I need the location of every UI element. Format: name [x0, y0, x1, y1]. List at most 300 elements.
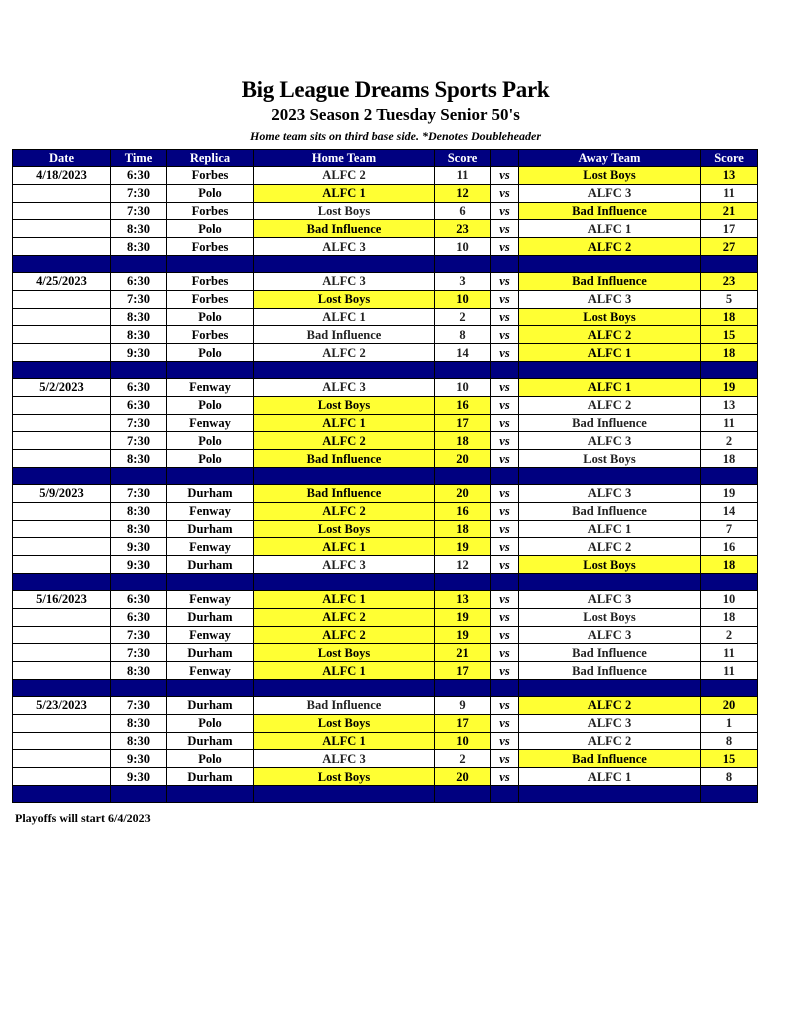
game-time: 8:30 — [111, 450, 167, 468]
game-time: 8:30 — [111, 520, 167, 538]
away-score: 18 — [701, 556, 758, 574]
away-team: ALFC 2 — [519, 238, 701, 256]
home-score: 20 — [435, 450, 491, 468]
away-team: ALFC 3 — [519, 484, 701, 502]
away-score: 27 — [701, 238, 758, 256]
vs-label: vs — [491, 184, 519, 202]
separator-cell — [254, 679, 435, 696]
game-row — [13, 484, 758, 502]
separator-cell — [254, 785, 435, 802]
home-team: Lost Boys — [254, 396, 435, 414]
away-team: Lost Boys — [519, 556, 701, 574]
game-date — [13, 238, 111, 256]
game-replica: Durham — [167, 732, 254, 750]
separator-cell — [435, 255, 491, 272]
game-row — [13, 167, 758, 185]
game-time: 8:30 — [111, 220, 167, 238]
separator-cell — [167, 361, 254, 378]
game-time: 6:30 — [111, 272, 167, 290]
away-score: 2 — [701, 626, 758, 644]
game-time: 8:30 — [111, 714, 167, 732]
home-team: Lost Boys — [254, 202, 435, 220]
header-home-team: Home Team — [254, 150, 435, 167]
home-score: 19 — [435, 626, 491, 644]
page-subtitle: 2023 Season 2 Tuesday Senior 50's — [271, 105, 520, 124]
vs-label: vs — [491, 308, 519, 326]
game-time: 8:30 — [111, 326, 167, 344]
game-row — [13, 396, 758, 414]
away-team: ALFC 3 — [519, 714, 701, 732]
game-time: 9:30 — [111, 538, 167, 556]
header-time: Time — [111, 150, 167, 167]
game-date: 4/18/2023 — [13, 167, 111, 185]
game-date — [13, 220, 111, 238]
game-date — [13, 290, 111, 308]
home-score: 12 — [435, 556, 491, 574]
game-time: 6:30 — [111, 590, 167, 608]
game-time: 8:30 — [111, 732, 167, 750]
away-score: 10 — [701, 590, 758, 608]
away-score: 5 — [701, 290, 758, 308]
separator-cell — [13, 255, 111, 272]
game-time: 6:30 — [111, 378, 167, 396]
week-separator — [13, 573, 758, 590]
game-date — [13, 502, 111, 520]
away-score: 20 — [701, 696, 758, 714]
game-date — [13, 608, 111, 626]
away-team: Bad Influence — [519, 202, 701, 220]
separator-cell — [13, 785, 111, 802]
home-score: 11 — [435, 167, 491, 185]
game-date — [13, 326, 111, 344]
home-team: ALFC 3 — [254, 750, 435, 768]
vs-label: vs — [491, 538, 519, 556]
vs-label: vs — [491, 220, 519, 238]
away-team: Lost Boys — [519, 308, 701, 326]
away-team: ALFC 2 — [519, 538, 701, 556]
week-separator — [13, 785, 758, 802]
home-team: ALFC 1 — [254, 732, 435, 750]
separator-cell — [254, 467, 435, 484]
vs-label: vs — [491, 378, 519, 396]
home-team: ALFC 1 — [254, 414, 435, 432]
separator-cell — [519, 361, 701, 378]
away-team: ALFC 3 — [519, 626, 701, 644]
game-row — [13, 502, 758, 520]
game-date: 5/23/2023 — [13, 696, 111, 714]
home-score: 16 — [435, 502, 491, 520]
away-team: Lost Boys — [519, 167, 701, 185]
away-score: 23 — [701, 272, 758, 290]
home-team: Bad Influence — [254, 220, 435, 238]
vs-label: vs — [491, 626, 519, 644]
game-replica: Polo — [167, 432, 254, 450]
game-date — [13, 308, 111, 326]
separator-cell — [701, 255, 758, 272]
vs-label: vs — [491, 326, 519, 344]
game-row — [13, 272, 758, 290]
game-date — [13, 732, 111, 750]
separator-cell — [111, 467, 167, 484]
game-time: 8:30 — [111, 308, 167, 326]
separator-cell — [167, 679, 254, 696]
separator-cell — [435, 573, 491, 590]
game-replica: Durham — [167, 484, 254, 502]
home-team: ALFC 1 — [254, 590, 435, 608]
header-row — [13, 150, 758, 167]
home-team: ALFC 1 — [254, 538, 435, 556]
away-score: 18 — [701, 344, 758, 362]
separator-cell — [701, 785, 758, 802]
week-separator — [13, 255, 758, 272]
game-time: 6:30 — [111, 396, 167, 414]
vs-label: vs — [491, 502, 519, 520]
vs-label: vs — [491, 344, 519, 362]
away-team: Lost Boys — [519, 450, 701, 468]
header-home-score: Score — [435, 150, 491, 167]
separator-cell — [519, 679, 701, 696]
game-replica: Polo — [167, 220, 254, 238]
game-replica: Forbes — [167, 238, 254, 256]
separator-cell — [254, 255, 435, 272]
game-row — [13, 696, 758, 714]
game-time: 9:30 — [111, 768, 167, 786]
home-team: ALFC 3 — [254, 238, 435, 256]
game-replica: Fenway — [167, 502, 254, 520]
game-time: 7:30 — [111, 202, 167, 220]
home-team: ALFC 3 — [254, 556, 435, 574]
away-team: ALFC 2 — [519, 396, 701, 414]
away-score: 17 — [701, 220, 758, 238]
home-score: 17 — [435, 714, 491, 732]
separator-cell — [111, 361, 167, 378]
away-score: 11 — [701, 184, 758, 202]
game-date: 5/9/2023 — [13, 484, 111, 502]
vs-label: vs — [491, 590, 519, 608]
home-team: ALFC 2 — [254, 502, 435, 520]
game-row — [13, 750, 758, 768]
home-score: 6 — [435, 202, 491, 220]
game-time: 7:30 — [111, 290, 167, 308]
vs-label: vs — [491, 608, 519, 626]
vs-label: vs — [491, 167, 519, 185]
separator-cell — [13, 467, 111, 484]
home-score: 8 — [435, 326, 491, 344]
separator-cell — [435, 467, 491, 484]
game-replica: Fenway — [167, 538, 254, 556]
game-date — [13, 450, 111, 468]
playoffs-note: Playoffs will start 6/4/2023 — [15, 811, 151, 825]
home-team: ALFC 1 — [254, 184, 435, 202]
home-score: 19 — [435, 608, 491, 626]
home-score: 17 — [435, 414, 491, 432]
away-team: ALFC 1 — [519, 378, 701, 396]
game-time: 7:30 — [111, 432, 167, 450]
game-time: 7:30 — [111, 696, 167, 714]
header-away-team: Away Team — [519, 150, 701, 167]
home-score: 12 — [435, 184, 491, 202]
vs-label: vs — [491, 450, 519, 468]
home-team: Lost Boys — [254, 644, 435, 662]
away-team: ALFC 1 — [519, 520, 701, 538]
separator-cell — [435, 785, 491, 802]
game-row — [13, 220, 758, 238]
game-date — [13, 432, 111, 450]
game-replica: Fenway — [167, 662, 254, 680]
home-score: 20 — [435, 484, 491, 502]
separator-cell — [519, 785, 701, 802]
separator-cell — [491, 361, 519, 378]
separator-cell — [254, 573, 435, 590]
away-team: ALFC 2 — [519, 732, 701, 750]
game-replica: Durham — [167, 644, 254, 662]
game-time: 7:30 — [111, 626, 167, 644]
game-row — [13, 644, 758, 662]
home-team: ALFC 1 — [254, 662, 435, 680]
game-row — [13, 662, 758, 680]
vs-label: vs — [491, 432, 519, 450]
game-row — [13, 450, 758, 468]
away-team: ALFC 3 — [519, 590, 701, 608]
game-date — [13, 626, 111, 644]
game-date — [13, 556, 111, 574]
separator-cell — [701, 679, 758, 696]
home-score: 20 — [435, 768, 491, 786]
separator-cell — [701, 573, 758, 590]
game-replica: Fenway — [167, 414, 254, 432]
game-date — [13, 520, 111, 538]
schedule-note: Home team sits on third base side. *Denotes Doubleheader — [250, 129, 541, 143]
game-time: 6:30 — [111, 167, 167, 185]
separator-cell — [254, 361, 435, 378]
game-replica: Fenway — [167, 378, 254, 396]
game-time: 7:30 — [111, 484, 167, 502]
separator-cell — [13, 361, 111, 378]
game-time: 9:30 — [111, 556, 167, 574]
game-row — [13, 202, 758, 220]
home-team: ALFC 2 — [254, 626, 435, 644]
game-row — [13, 626, 758, 644]
game-replica: Polo — [167, 344, 254, 362]
away-score: 2 — [701, 432, 758, 450]
game-date — [13, 662, 111, 680]
game-time: 7:30 — [111, 414, 167, 432]
home-score: 18 — [435, 432, 491, 450]
separator-cell — [701, 467, 758, 484]
game-row — [13, 344, 758, 362]
game-replica: Fenway — [167, 590, 254, 608]
vs-label: vs — [491, 272, 519, 290]
home-team: ALFC 2 — [254, 167, 435, 185]
game-replica: Polo — [167, 308, 254, 326]
vs-label: vs — [491, 520, 519, 538]
game-row — [13, 538, 758, 556]
away-team: Bad Influence — [519, 750, 701, 768]
vs-label: vs — [491, 238, 519, 256]
home-team: Bad Influence — [254, 696, 435, 714]
separator-cell — [167, 785, 254, 802]
game-time: 8:30 — [111, 238, 167, 256]
game-replica: Forbes — [167, 326, 254, 344]
game-replica: Fenway — [167, 626, 254, 644]
game-row — [13, 732, 758, 750]
game-row — [13, 184, 758, 202]
home-team: Lost Boys — [254, 768, 435, 786]
separator-cell — [519, 255, 701, 272]
game-time: 7:30 — [111, 184, 167, 202]
game-row — [13, 520, 758, 538]
game-replica: Forbes — [167, 272, 254, 290]
game-replica: Polo — [167, 450, 254, 468]
away-team: ALFC 2 — [519, 696, 701, 714]
home-score: 16 — [435, 396, 491, 414]
away-team: Bad Influence — [519, 272, 701, 290]
separator-cell — [167, 255, 254, 272]
header-replica: Replica — [167, 150, 254, 167]
game-time: 9:30 — [111, 344, 167, 362]
game-replica: Forbes — [167, 167, 254, 185]
home-score: 10 — [435, 238, 491, 256]
game-date — [13, 344, 111, 362]
vs-label: vs — [491, 556, 519, 574]
separator-cell — [491, 785, 519, 802]
game-row — [13, 768, 758, 786]
game-replica: Forbes — [167, 290, 254, 308]
vs-label: vs — [491, 696, 519, 714]
game-replica: Durham — [167, 608, 254, 626]
away-team: ALFC 1 — [519, 344, 701, 362]
home-score: 2 — [435, 308, 491, 326]
home-team: Bad Influence — [254, 450, 435, 468]
away-team: ALFC 3 — [519, 184, 701, 202]
separator-cell — [491, 573, 519, 590]
header-away-score: Score — [701, 150, 758, 167]
home-team: ALFC 2 — [254, 344, 435, 362]
separator-cell — [435, 361, 491, 378]
home-team: ALFC 1 — [254, 308, 435, 326]
away-team: ALFC 1 — [519, 220, 701, 238]
home-score: 10 — [435, 290, 491, 308]
game-replica: Polo — [167, 396, 254, 414]
home-team: ALFC 2 — [254, 608, 435, 626]
home-team: Bad Influence — [254, 326, 435, 344]
game-date: 5/2/2023 — [13, 378, 111, 396]
schedule-table — [12, 149, 758, 803]
away-score: 1 — [701, 714, 758, 732]
separator-cell — [111, 255, 167, 272]
vs-label: vs — [491, 396, 519, 414]
week-separator — [13, 361, 758, 378]
game-row — [13, 590, 758, 608]
vs-label: vs — [491, 768, 519, 786]
away-score: 13 — [701, 396, 758, 414]
separator-cell — [111, 679, 167, 696]
game-date — [13, 414, 111, 432]
home-team: Bad Influence — [254, 484, 435, 502]
separator-cell — [701, 361, 758, 378]
game-date — [13, 750, 111, 768]
game-replica: Durham — [167, 696, 254, 714]
game-row — [13, 556, 758, 574]
game-date — [13, 768, 111, 786]
vs-label: vs — [491, 484, 519, 502]
game-time: 8:30 — [111, 502, 167, 520]
away-team: Bad Influence — [519, 662, 701, 680]
game-replica: Durham — [167, 768, 254, 786]
vs-label: vs — [491, 732, 519, 750]
vs-label: vs — [491, 662, 519, 680]
away-score: 15 — [701, 750, 758, 768]
separator-cell — [519, 573, 701, 590]
separator-cell — [167, 467, 254, 484]
game-replica: Durham — [167, 520, 254, 538]
away-score: 11 — [701, 414, 758, 432]
home-team: ALFC 3 — [254, 272, 435, 290]
game-date — [13, 538, 111, 556]
game-date — [13, 714, 111, 732]
away-score: 18 — [701, 608, 758, 626]
home-score: 18 — [435, 520, 491, 538]
game-replica: Forbes — [167, 202, 254, 220]
game-replica: Durham — [167, 556, 254, 574]
game-time: 8:30 — [111, 662, 167, 680]
separator-cell — [491, 255, 519, 272]
game-replica: Polo — [167, 714, 254, 732]
away-team: Lost Boys — [519, 608, 701, 626]
away-score: 19 — [701, 378, 758, 396]
home-score: 10 — [435, 732, 491, 750]
home-score: 10 — [435, 378, 491, 396]
game-replica: Polo — [167, 750, 254, 768]
away-score: 14 — [701, 502, 758, 520]
away-score: 18 — [701, 308, 758, 326]
vs-label: vs — [491, 290, 519, 308]
home-score: 3 — [435, 272, 491, 290]
game-row — [13, 432, 758, 450]
away-team: Bad Influence — [519, 502, 701, 520]
game-date — [13, 396, 111, 414]
away-score: 13 — [701, 167, 758, 185]
game-date: 5/16/2023 — [13, 590, 111, 608]
home-score: 13 — [435, 590, 491, 608]
game-row — [13, 290, 758, 308]
separator-cell — [13, 679, 111, 696]
game-row — [13, 238, 758, 256]
home-score: 19 — [435, 538, 491, 556]
game-date — [13, 644, 111, 662]
game-replica: Polo — [167, 184, 254, 202]
away-score: 7 — [701, 520, 758, 538]
schedule-body — [13, 167, 758, 803]
home-score: 23 — [435, 220, 491, 238]
game-row — [13, 714, 758, 732]
away-score: 8 — [701, 768, 758, 786]
away-score: 21 — [701, 202, 758, 220]
separator-cell — [491, 679, 519, 696]
header-vs — [491, 150, 519, 167]
home-score: 9 — [435, 696, 491, 714]
away-score: 16 — [701, 538, 758, 556]
home-team: Lost Boys — [254, 714, 435, 732]
away-team: ALFC 3 — [519, 432, 701, 450]
game-row — [13, 608, 758, 626]
separator-cell — [13, 573, 111, 590]
game-row — [13, 308, 758, 326]
separator-cell — [111, 785, 167, 802]
game-time: 6:30 — [111, 608, 167, 626]
header-date: Date — [13, 150, 111, 167]
vs-label: vs — [491, 750, 519, 768]
